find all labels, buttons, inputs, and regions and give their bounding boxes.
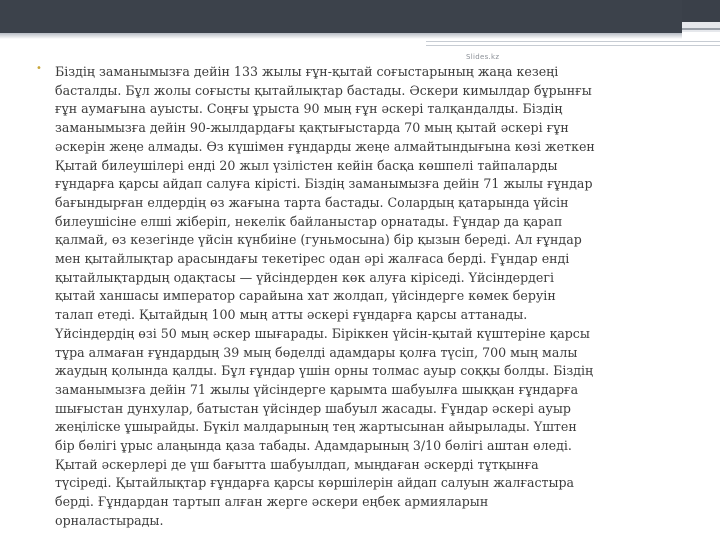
text-line: түсіреді. Қытайлықтар ғұндарға қарсы көршілерін айдап салуын жалғастыра bbox=[55, 475, 575, 491]
text-line: жеңіліске ұшырайды. Бүкіл малдарының тең жартысынан айырылады. Үштен bbox=[55, 419, 577, 435]
text-line: басталды. Бұл жолы соғысты қытайлықтар бастады. Әскери кимылдар бұрынғы bbox=[55, 82, 592, 98]
text-line: қытайлықтардың одақтасы — үйсіндерден көк алуға кіріседі. Үйсіндердегі bbox=[55, 269, 554, 285]
text-line: талап етеді. Қытайдың 100 мың атты әскері ғұндарға қарсы аттанады. bbox=[55, 307, 528, 323]
text-line: мен қытайлықтар арасындағы текетірес одан әрі жалғаса берді. Ғұндар енді bbox=[55, 251, 570, 267]
text-line: берді. Ғұндардан тартып алған жерге әскери еңбек армияларын bbox=[55, 494, 489, 510]
body-text bbox=[55, 63, 702, 531]
text-line: ғұн аумағына ауысты. Соңғы ұрыста 90 мың ғұн әскері талқандалды. Біздің bbox=[55, 101, 563, 117]
decorative-line bbox=[426, 45, 720, 46]
text-line: қалмай, өз кезегінде үйсін күнбиіне (гуньмосына) бір қызын береді. Ал ғұндар bbox=[55, 232, 582, 248]
text-line: заманымызға дейін 90-жылдардағы қақтығыстарда 70 мың қытай әскері ғұн bbox=[55, 120, 569, 136]
source-label: Slides.kz bbox=[466, 53, 500, 61]
bullet-icon: • bbox=[36, 63, 42, 74]
text-line: Үйсіндердің өзі 50 мың әскер шығарады. Біріккен үйсін-қытай күштеріне қарсы bbox=[55, 325, 590, 341]
decorative-line bbox=[426, 41, 720, 42]
text-line: ғұндарға қарсы айдап салуға кірісті. Біздің заманымызға дейін 71 жылы ғұндар bbox=[55, 176, 593, 192]
text-line: бағындырған елдердің өз жағына тарта бастады. Солардың қатарында үйсін bbox=[55, 194, 569, 210]
text-line: билеушісіне елші жіберіп, некелік байланыстар орнатады. Ғұндар да қарап bbox=[55, 213, 563, 229]
text-line: жаудың қолында қалды. Бұл ғұндар үшін орны толмас ауыр соққы болды. Біздің bbox=[55, 363, 594, 379]
right-rule bbox=[682, 28, 720, 30]
header-block bbox=[0, 0, 682, 33]
text-line: әскерін жеңе алмады. Өз күшімен ғұндарды жеңе алмайтындығына көзі жеткен bbox=[55, 138, 595, 154]
text-line: Қытай әскерлері де үш бағытта шабуылдап, мыңдаған әскерді тұтқынға bbox=[55, 456, 539, 472]
text-line: тұра алмаған ғұндардың 39 мың бөделді адамдары қолға түсіп, 700 мың малы bbox=[55, 344, 578, 360]
text-line: Біздің заманымызға дейін 133 жылы ғұн-қытай соғыстарының жаңа кезеңі bbox=[55, 64, 559, 79]
text-line: Қытай билеушілері енді 20 жыл үзілістен кейін басқа көшпелі тайпаларды bbox=[55, 157, 558, 173]
text-line: қытай ханшасы император сарайына хат жолдап, үйсіндерге көмек беруін bbox=[55, 288, 556, 304]
text-line: бір бөлігі ұрыс алаңында қаза табады. Адамдарының 3/10 бөлігі аштан өледі. bbox=[55, 438, 572, 454]
text-line: орналастырады. bbox=[55, 512, 164, 528]
header-shadow bbox=[0, 33, 682, 39]
text-line: заманымызға дейін 71 жылы үйсіндерге қарымта шабуылға шыққан ғұндарға bbox=[55, 381, 579, 397]
text-line: шығыстан дунхулар, батыстан үйсіндер шабуыл жасады. Ғұндар әскері ауыр bbox=[55, 400, 571, 416]
